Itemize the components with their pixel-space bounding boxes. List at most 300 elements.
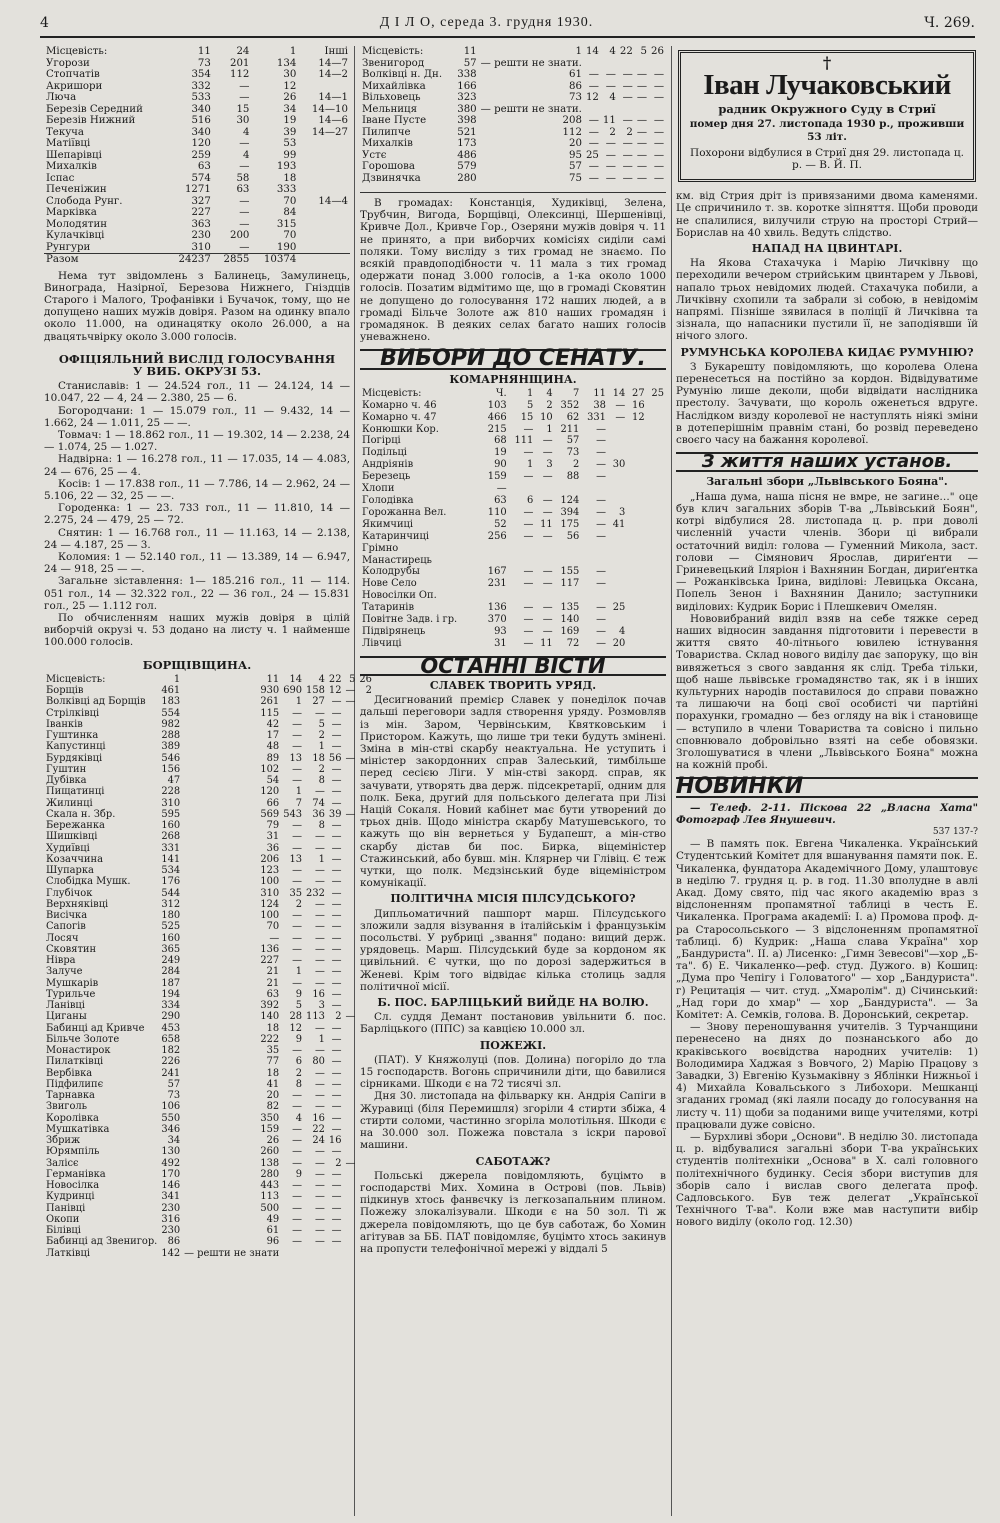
vote-count-cell: 284 — [161, 966, 181, 978]
vote-count-cell — [647, 424, 666, 436]
vote-count-cell: 332 — [191, 80, 211, 92]
vote-count-cell: — — [542, 530, 553, 542]
vote-count-cell: — — [331, 1045, 342, 1057]
vote-count-cell — [343, 865, 357, 876]
vote-count-cell: 346 — [161, 1123, 181, 1135]
place-name-cell: Лівчиці — [362, 637, 402, 649]
vote-count-cell — [601, 58, 618, 70]
vote-count-cell: 135 — [560, 602, 580, 614]
vote-count-cell: 156 — [161, 763, 181, 775]
vote-count-cell: 62 — [566, 411, 580, 423]
place-name-cell: Глубічок — [46, 887, 93, 899]
vote-count-cell: 14 — [612, 387, 626, 399]
vote-count-cell: 24237 — [166, 254, 213, 266]
vote-count-cell — [627, 459, 646, 471]
vote-count-cell: — — [331, 797, 342, 809]
vote-count-cell: — — [292, 1090, 303, 1102]
vote-count-cell: — — [331, 842, 342, 854]
vote-count-cell: 100 — [260, 910, 280, 922]
vote-count-cell — [647, 578, 666, 590]
vote-count-cell: 14—1 — [318, 92, 348, 103]
vote-count-cell: — — [331, 1033, 342, 1045]
vote-count-cell: — — [315, 1157, 325, 1169]
vote-count-cell — [343, 798, 357, 809]
vote-count-cell: — — [292, 1123, 303, 1135]
vote-count-cell: — — [653, 172, 664, 184]
vote-count-cell: 533 — [191, 92, 211, 103]
vote-count-cell — [482, 555, 509, 567]
vote-count-cell — [608, 578, 627, 590]
vote-count-cell: 492 — [161, 1157, 181, 1169]
vote-count-cell: 180 — [161, 910, 181, 922]
vote-count-cell: 228 — [161, 786, 181, 798]
vote-count-cell: 34 — [283, 103, 297, 115]
vote-count-cell: 982 — [161, 718, 181, 730]
vote-count-cell: 117 — [560, 578, 580, 590]
vote-count-cell: 27 — [312, 696, 325, 708]
vote-count-cell: 550 — [161, 1112, 181, 1124]
vote-count-cell: 18 — [266, 1067, 280, 1079]
table-row — [360, 638, 666, 650]
vote-count-cell: 120 — [191, 138, 211, 149]
place-name-cell: Залісє — [46, 1157, 79, 1169]
vote-count-cell: 310 — [161, 797, 181, 809]
vote-count-cell: — — [331, 921, 342, 933]
vote-count-cell — [627, 566, 646, 578]
vote-count-cell: — — [636, 115, 648, 126]
article-paragraph: Дипльоматичний пашпорт марш. Пілсудського зложили задля візування в італійськім і французькім посольстві. У рубриці „звання" подано: вищий держ. урядовець. Марш. Пілсудський буде за кордоном як цивільний. Є чутки, що по дорозі задержиться в Женеві. Крім того відвідає кілька столиць задля політичної місії. — [360, 907, 666, 993]
vote-count-cell: — — [523, 578, 534, 590]
place-name-cell: Вербівка — [46, 1067, 93, 1079]
vote-count-cell: — — [292, 943, 303, 955]
vote-count-cell: 2 — [318, 763, 325, 775]
table-row — [44, 1113, 374, 1124]
place-name-cell: Латківці — [46, 1247, 90, 1259]
vote-count-cell: — — [315, 876, 325, 888]
vote-count-cell: 8 — [295, 1078, 303, 1090]
place-name-cell: Печеніжин — [46, 184, 107, 195]
vote-count-cell: — — [596, 423, 606, 435]
vote-count-cell: — — [331, 876, 342, 888]
vote-count-cell: 36 — [312, 808, 325, 820]
place-name-cell: Вільховець — [362, 92, 421, 103]
headline-institutions: З життя наших установ. — [676, 452, 978, 472]
vote-count-cell: — — [292, 1213, 303, 1225]
column-3 — [676, 46, 978, 1521]
vote-count-cell: 14 — [289, 673, 303, 685]
table-row — [360, 424, 666, 436]
vote-count-cell — [647, 447, 666, 459]
table-row — [360, 555, 666, 567]
table-row — [44, 978, 374, 989]
vote-count-cell: — — [588, 138, 599, 149]
vote-count-cell: — — [331, 707, 342, 719]
vote-count-cell: — — [331, 1225, 342, 1237]
table-row — [44, 81, 350, 93]
vote-count-cell — [509, 555, 536, 567]
table-row — [44, 184, 350, 196]
article-paragraph: Надвірна: 1 — 16.278 гол., 11 — 17.035, 14 — 4.083, 24 — 676, 25 — 4. — [44, 453, 350, 478]
vote-count-cell — [298, 184, 350, 196]
vote-count-cell — [343, 708, 357, 719]
vote-count-cell: 100 — [260, 876, 280, 888]
table-row — [44, 1191, 374, 1202]
table-row — [44, 1000, 374, 1011]
vote-count-cell: 31 — [494, 637, 507, 649]
table-row — [44, 888, 374, 899]
place-name-cell: Бабинці ад Кривче — [46, 1022, 145, 1034]
vote-count-cell — [555, 483, 582, 495]
vote-count-cell: 268 — [161, 831, 181, 843]
table-row — [44, 1011, 374, 1022]
vote-count-cell: 288 — [161, 730, 181, 742]
vote-count-cell: 1 — [318, 853, 325, 865]
vote-count-cell: 140 — [260, 1011, 280, 1023]
vote-count-cell: — — [315, 910, 325, 922]
section-heading: БОРЩІВЩИНА. — [142, 657, 252, 672]
vote-count-cell: 241 — [161, 1067, 181, 1079]
vote-count-cell — [343, 1225, 357, 1236]
vote-count-cell — [608, 447, 627, 459]
obituary-name: Іван Лучаковський — [703, 69, 951, 102]
vote-count-cell — [627, 578, 646, 590]
vote-count-cell: — — [331, 898, 342, 910]
vote-count-cell — [647, 602, 666, 614]
table-row — [360, 495, 666, 507]
vote-count-cell: — — [331, 1180, 342, 1192]
vote-count-cell — [635, 104, 649, 116]
table-row — [44, 219, 350, 231]
table-row — [44, 865, 374, 876]
vote-count-cell: 13 — [289, 853, 303, 865]
vote-count-cell: 5 — [295, 1000, 303, 1012]
section-heading: СЛАВЕК ТВОРИТЬ УРЯД. — [429, 678, 597, 692]
vote-count-cell: — — [331, 1022, 342, 1034]
table-row — [44, 1068, 374, 1079]
vote-count-cell: — — [331, 1202, 342, 1214]
vote-count-cell: 26 — [266, 1135, 280, 1147]
vote-count-cell: 3 — [546, 459, 553, 471]
vote-count-cell: — — [331, 741, 342, 753]
table-row — [44, 741, 374, 752]
vote-count-cell: — — [315, 898, 325, 910]
vote-count-cell — [343, 1180, 357, 1191]
vote-count-cell — [298, 81, 350, 93]
vote-count-cell: — — [315, 1067, 325, 1079]
place-name-cell: Юрямпіль — [46, 1146, 100, 1158]
vote-count-cell: 280 — [260, 1168, 280, 1180]
vote-count-cell: 73 — [568, 92, 582, 103]
vote-count-cell: 112 — [229, 69, 250, 80]
vote-count-cell: 93 — [494, 625, 507, 637]
vote-count-cell: 10374 — [251, 254, 298, 266]
place-name-cell: Панівці — [46, 1202, 86, 1214]
place-name-cell: Рунгури — [46, 241, 91, 253]
vote-count-cell: — — [588, 172, 599, 184]
vote-count-cell: 21 — [266, 966, 280, 978]
vote-count-cell: — — [615, 399, 626, 411]
table-row — [44, 820, 374, 831]
vote-count-cell: 146 — [161, 1180, 181, 1192]
place-name-cell: Березів Середний — [46, 103, 143, 115]
vote-count-cell: 73 — [197, 57, 211, 69]
vote-count-cell — [343, 730, 357, 741]
section-heading: РУМУНСЬКА КОРОЛЕВА КИДАЄ РУМУНІЮ? — [680, 345, 974, 359]
vote-count-cell: — — [292, 977, 303, 989]
place-name-cell: Конюшки Кор. — [362, 423, 439, 435]
vote-count-cell: 14 — [585, 46, 599, 57]
vote-count-cell — [581, 543, 608, 555]
vote-count-cell: 1 — [289, 46, 297, 57]
vote-count-cell: 159 — [260, 1123, 280, 1135]
vote-count-cell: 230 — [161, 1225, 181, 1237]
results-table-zvenyhorod — [360, 46, 666, 184]
table-row — [44, 764, 374, 775]
vote-count-cell: 11 — [540, 637, 553, 649]
vote-count-cell: 4 — [242, 149, 250, 161]
table-row — [44, 809, 374, 820]
article-paragraph: — Знову переношування учителів. З Турчанщини перенесено на днях до познанського або до краківського воєвідства народних учителів: 1) Володимира Хаджая з Вовчого, 2) Марію Працову з Завадки, 3) Евгенію Кузьмаківну з Яблінки Нижньої і 4) Михайла Ковальського з Либохори. Мешканці згаданих громад (які лаяли посаду до голосування на листу ч. 11) щоби за поданими вище учителями, котрі працювали дуже совісно. — [676, 1021, 978, 1131]
place-name-cell: Мушкатівка — [46, 1123, 110, 1135]
vote-count-cell: 136 — [260, 943, 280, 955]
vote-count-cell: — — [636, 126, 648, 138]
place-name-cell: Слобода Рунг. — [46, 195, 123, 207]
article-paragraph: В громадах: Констанція, Худиківці, Зелена, Трубчин, Вигода, Борщівці, Олексинці, Шершенівці, Кривче Дол., Кривче Гор., Озеряни мужів довіря ч. 11 не принято, а при виборчих комісіях сиділи самі поляки. Тому висліду з тих громад не знаємо. По всякій правдоподібности ч. 11 мала з тих громад одержати понад 3.000 голосів, а 1-ка около 1000 голосів. Позатим відмітимо ще, що в громаді Сковятин не допущено до голосування 172 наших людей, а в громаді Більче Золоте аж 810 наших громадян і громадянок. В деяких селах багато наших голосів уневажнено. — [360, 192, 666, 343]
table-row — [360, 614, 666, 626]
vote-count-cell: 24 — [312, 1135, 325, 1147]
place-name-cell: Королівка — [46, 1112, 99, 1124]
vote-count-cell: — — [315, 1213, 325, 1225]
vote-count-cell: 230 — [191, 230, 211, 241]
vote-count-cell: 84 — [283, 207, 297, 218]
place-name-cell: Бурдяківці — [46, 752, 103, 764]
vote-count-cell: 80 — [312, 1056, 325, 1068]
vote-count-cell: 1 — [295, 966, 303, 978]
place-name-cell: Новосілки Оп. — [362, 590, 437, 602]
vote-count-cell: 3 — [318, 1000, 325, 1012]
table-row — [44, 775, 374, 786]
vote-count-cell: 16 — [312, 988, 325, 1000]
vote-count-cell — [581, 483, 608, 495]
place-name-cell: Люча — [46, 92, 77, 103]
vote-count-cell: — — [542, 495, 553, 506]
place-name-cell: Хлопи — [362, 483, 395, 495]
vote-count-cell: — — [345, 696, 356, 708]
vote-count-cell: 4 — [546, 387, 553, 399]
vote-count-cell: — — [331, 853, 342, 865]
vote-count-cell — [343, 1113, 357, 1124]
vote-count-cell — [298, 138, 350, 150]
vote-count-cell: 370 — [487, 614, 507, 626]
vote-count-cell: — — [605, 172, 616, 184]
vote-count-cell: 4 — [242, 126, 250, 138]
place-name-cell: Манастирець — [362, 554, 432, 566]
place-name-cell: Текуча — [46, 126, 84, 138]
vote-count-cell: 392 — [260, 1000, 280, 1012]
vote-count-cell: 190 — [276, 241, 297, 253]
vote-count-cell — [608, 471, 627, 483]
place-name-cell: Нове Село — [362, 578, 417, 590]
table-row — [44, 910, 374, 921]
table-row — [360, 578, 666, 590]
vote-count-cell: 138 — [260, 1157, 280, 1169]
vote-count-cell: — — [542, 566, 553, 578]
vote-count-cell — [343, 854, 357, 865]
table-row — [44, 58, 350, 70]
vote-count-cell: — — [292, 1045, 303, 1057]
place-name-cell: Комарно ч. 46 — [362, 399, 437, 411]
table-row — [44, 1101, 374, 1112]
place-name-cell: Марківка — [46, 207, 97, 218]
vote-count-cell: — — [331, 1236, 342, 1248]
place-name-cell: Звенигород — [362, 57, 425, 69]
vote-count-cell: — — [331, 730, 342, 742]
vote-count-cell: — — [605, 161, 616, 172]
vote-count-cell — [482, 590, 509, 602]
vote-count-cell — [298, 161, 350, 173]
vote-count-cell — [608, 543, 627, 555]
vote-count-cell: 28 — [289, 1011, 303, 1023]
vote-count-cell: 19 — [494, 447, 507, 459]
vote-count-cell: 574 — [191, 172, 211, 184]
vote-count-cell — [555, 590, 582, 602]
table-row — [44, 1079, 374, 1090]
vote-count-cell: — — [315, 955, 325, 967]
vote-count-cell: — — [622, 149, 633, 161]
vote-count-cell — [343, 899, 357, 910]
vote-count-cell: 158 — [306, 685, 325, 697]
vote-count-cell: — — [315, 943, 325, 955]
vote-count-cell: 554 — [161, 707, 181, 719]
place-name-cell: Разом — [44, 254, 166, 266]
vote-count-cell: 2 — [335, 1011, 342, 1023]
vote-count-cell: 20 — [612, 637, 626, 649]
vote-count-cell: 63 — [266, 988, 280, 1000]
vote-count-cell — [298, 173, 350, 185]
vote-count-cell — [627, 483, 646, 495]
page-number: 4 — [40, 15, 49, 31]
vote-count-cell: — — [542, 435, 553, 447]
vote-count-cell: 155 — [560, 566, 580, 578]
table-row — [360, 127, 666, 139]
vote-count-cell: 6 — [295, 1056, 303, 1068]
vote-count-cell: — — [269, 932, 280, 944]
table-row — [360, 459, 666, 471]
vote-count-cell: 521 — [457, 126, 477, 138]
vote-count-cell: — — [605, 138, 616, 149]
page-header — [40, 10, 975, 38]
vote-count-cell: — — [315, 1236, 325, 1248]
vote-count-cell: — — [239, 195, 250, 207]
vote-count-cell — [298, 230, 350, 242]
vote-count-cell: 12 — [585, 92, 599, 103]
vote-count-cell: 169 — [560, 625, 580, 637]
place-name-cell: Підвірянець — [362, 625, 426, 637]
vote-count-cell: — — [292, 1191, 303, 1203]
vote-count-cell: — — [653, 92, 664, 103]
vote-count-cell: 20 — [568, 138, 582, 149]
vote-count-cell: — — [315, 966, 325, 978]
vote-count-cell: 86 — [167, 1236, 181, 1248]
vote-count-cell: 544 — [161, 887, 181, 899]
table-row — [44, 1158, 374, 1169]
vote-count-cell: — — [292, 1135, 303, 1147]
place-name-cell: Германівка — [46, 1168, 106, 1180]
vote-count-cell: — — [315, 1101, 325, 1113]
vote-count-cell: 16 — [312, 1112, 325, 1124]
place-name-cell: Козаччина — [46, 853, 103, 865]
vote-count-cell: — — [292, 741, 303, 753]
vote-count-cell: — решти не знати. — [480, 57, 582, 69]
section-heading: Б. ПОС. БАРЛІЦЬКИЙ ВИЙДЕ НА ВОЛЮ. — [377, 996, 649, 1010]
vote-count-cell: 193 — [276, 161, 297, 172]
vote-count-cell — [343, 1101, 357, 1112]
vote-count-cell: 7 — [295, 797, 303, 809]
place-name-cell: Горожанна Вел. — [362, 506, 447, 518]
vote-count-cell: — — [331, 1090, 342, 1102]
vote-count-cell: — — [345, 685, 356, 697]
vote-count-cell — [608, 495, 627, 507]
table-row — [44, 127, 350, 139]
vote-count-cell: 49 — [266, 1213, 280, 1225]
vote-count-cell: — — [292, 1202, 303, 1214]
vote-count-cell: 35 — [266, 1045, 280, 1057]
vote-count-cell — [509, 543, 536, 555]
vote-count-cell: 22 — [328, 673, 342, 685]
vote-count-cell: — — [523, 602, 534, 614]
vote-count-cell: 15 — [520, 411, 534, 423]
vote-count-cell: — — [292, 876, 303, 888]
vote-count-cell: — — [315, 1202, 325, 1214]
headline-news: НОВИНКИ — [676, 777, 978, 797]
vote-count-cell: 187 — [161, 977, 181, 989]
vote-count-cell: — — [331, 865, 342, 877]
vote-count-cell: — — [523, 614, 534, 626]
vote-count-cell: 16 — [328, 1135, 342, 1147]
vote-count-cell: — — [331, 955, 342, 967]
vote-count-cell: 41 — [266, 1078, 280, 1090]
vote-count-cell: — решти не знати. — [480, 103, 582, 115]
place-name-cell: Ланівці — [46, 1000, 85, 1012]
vote-count-cell: 9 — [295, 1168, 303, 1180]
vote-count-cell — [581, 590, 608, 602]
vote-count-cell: 39 — [328, 808, 342, 820]
vote-count-cell: 222 — [260, 1033, 280, 1045]
vote-count-cell: 110 — [487, 506, 507, 518]
place-name-cell: Бабинці ад Звенигор. — [46, 1236, 158, 1248]
table-header-row — [44, 674, 374, 685]
place-name-cell: Березів Нижний — [46, 115, 136, 126]
vote-count-cell: — — [292, 1180, 303, 1192]
vote-count-cell: 7 — [573, 387, 580, 399]
table-row — [44, 242, 350, 254]
vote-count-cell: 70 — [283, 230, 297, 241]
obituary-date: помер дня 27. листопада 1930 р., проживши 53 літ. — [689, 118, 965, 143]
table-row — [44, 955, 374, 966]
vote-count-cell: 310 — [191, 241, 211, 253]
table-row — [44, 798, 374, 809]
vote-count-cell: 579 — [457, 161, 477, 172]
vote-count-cell: — — [653, 69, 664, 80]
table-row — [44, 1090, 374, 1101]
vote-count-cell: 20 — [266, 1090, 280, 1102]
vote-count-cell: 103 — [487, 399, 507, 411]
place-name-cell: Угорози — [46, 57, 90, 69]
table-row — [44, 104, 350, 116]
results-table-stanyslaviv — [44, 46, 350, 266]
table-row — [44, 1214, 374, 1225]
vote-count-cell: 11 — [593, 387, 606, 399]
